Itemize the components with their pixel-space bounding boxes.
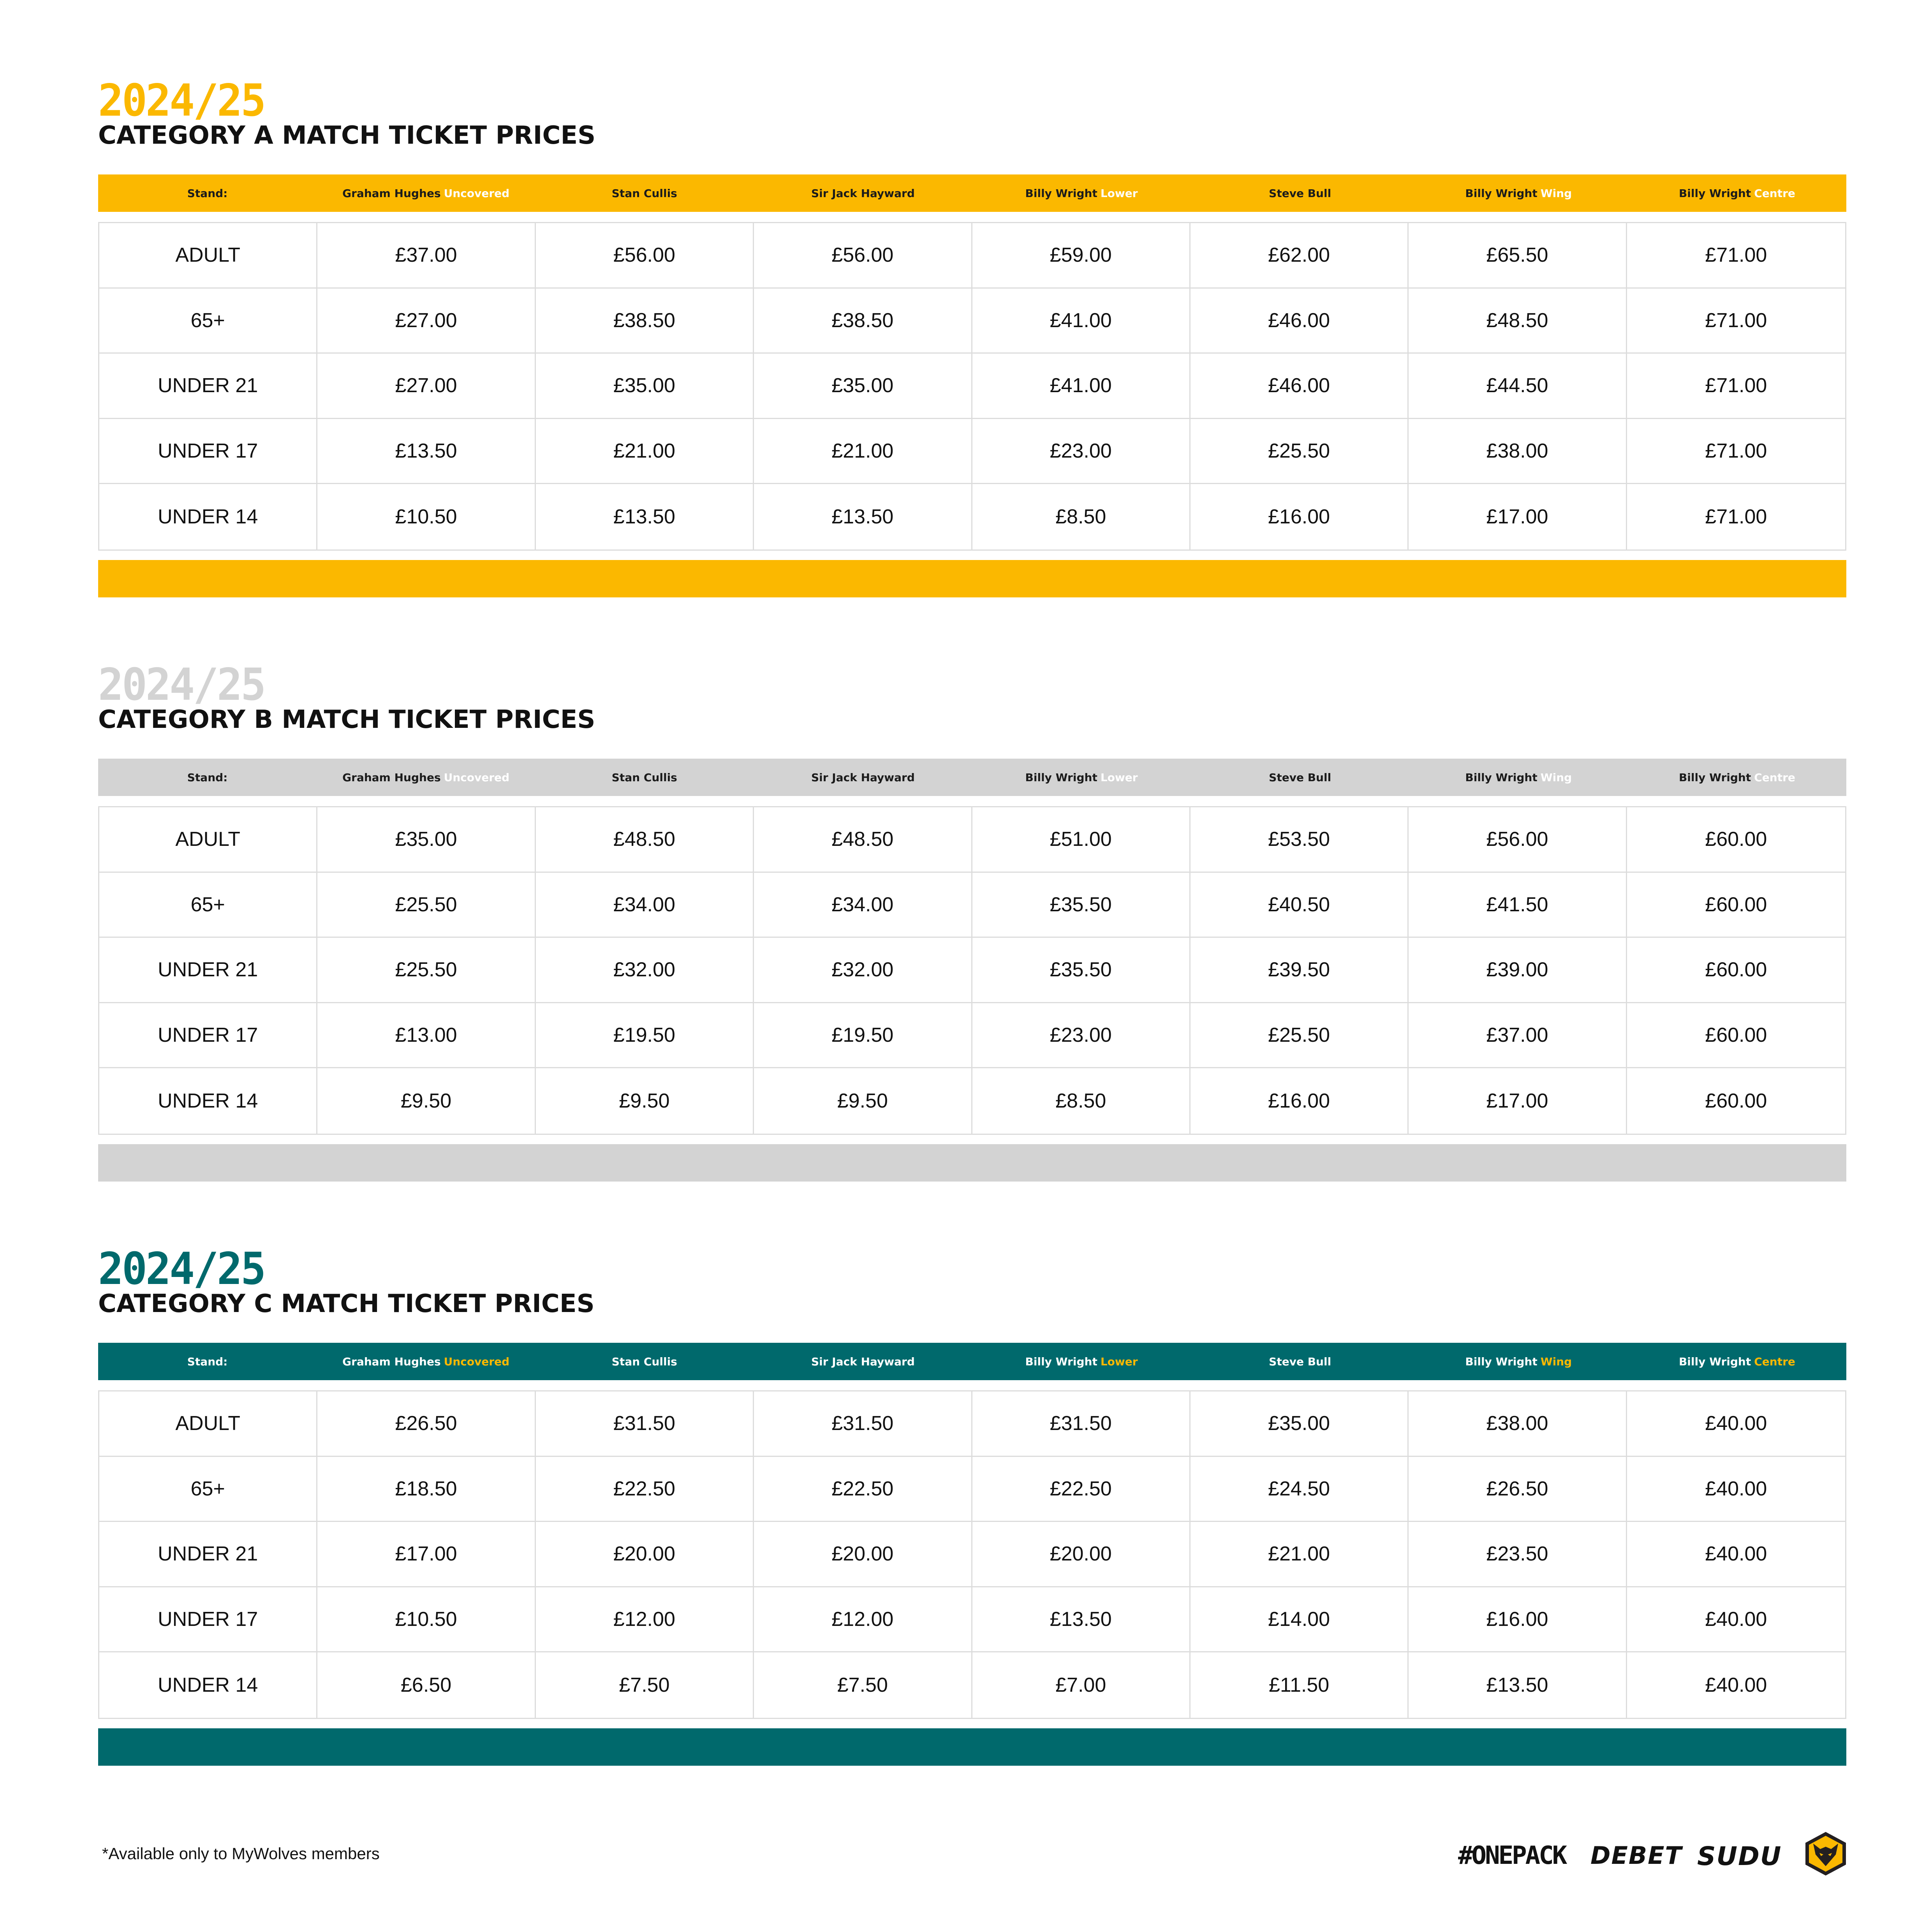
price-cell: £13.00 [317,1003,535,1069]
stand-name: Steve Bull [1269,1355,1331,1368]
stand-header-2 [535,174,754,212]
price-cell: £38.50 [754,289,972,354]
price-cell: £25.50 [317,938,535,1003]
price-cell: £21.00 [536,419,754,484]
age-group-label: 65+ [99,289,317,354]
stand-name: Billy Wright [1678,1355,1751,1368]
stand-header-5 [1191,174,1409,212]
stand-header-7 [1628,174,1846,212]
price-cell: £17.00 [1409,484,1627,549]
age-group-label: UNDER 17 [99,1003,317,1069]
price-cell: £41.00 [972,354,1191,419]
price-cell: £38.50 [536,289,754,354]
category-title: CATEGORY C MATCH TICKET PRICES [98,1289,595,1318]
stand-name: Billy Wright [1465,187,1537,200]
stand-name: Graham Hughes [342,1355,441,1368]
stand-header-bar [98,174,1846,212]
price-cell: £53.50 [1191,807,1409,873]
stand-header-1 [317,174,535,212]
stand-section-label: Lower [1100,1355,1138,1368]
price-cell: £22.50 [972,1457,1191,1522]
price-cell: £40.00 [1627,1391,1845,1457]
stand-name: Steve Bull [1269,771,1331,784]
stand-name: Stand: [187,771,228,784]
age-group-label: UNDER 21 [99,938,317,1003]
stand-header-4 [972,174,1191,212]
stand-header-3 [754,759,972,796]
price-cell: £46.00 [1191,354,1409,419]
stand-header-4 [972,1343,1191,1380]
price-cell: £13.50 [317,419,535,484]
price-cell: £60.00 [1627,1003,1845,1069]
price-cell: £19.50 [536,1003,754,1069]
price-cell: £35.00 [536,354,754,419]
price-cell: £40.00 [1627,1457,1845,1522]
stand-header-bar [98,759,1846,796]
stand-name: Billy Wright [1678,187,1751,200]
price-cell: £13.50 [536,484,754,549]
price-cell: £25.50 [317,873,535,938]
price-cell: £71.00 [1627,419,1845,484]
price-cell: £17.00 [317,1522,535,1587]
price-cell: £37.00 [317,223,535,289]
stand-header-1 [317,759,535,796]
price-cell: £12.00 [754,1587,972,1653]
stand-name: Sir Jack Hayward [811,1355,915,1368]
stand-name: Billy Wright [1025,187,1097,200]
price-cell: £46.00 [1191,289,1409,354]
price-cell: £71.00 [1627,354,1845,419]
price-cell: £20.00 [536,1522,754,1587]
price-cell: £35.00 [754,354,972,419]
price-cell: £7.50 [536,1652,754,1718]
price-table [98,1390,1846,1719]
price-cell: £32.00 [536,938,754,1003]
stand-header-2 [535,1343,754,1380]
stand-header-5 [1191,1343,1409,1380]
age-group-label: UNDER 17 [99,1587,317,1653]
wolves-crest-icon [1802,1830,1849,1877]
price-cell: £19.50 [754,1003,972,1069]
price-cell: £21.00 [1191,1522,1409,1587]
age-group-label: UNDER 14 [99,1652,317,1718]
price-cell: £27.00 [317,289,535,354]
price-table [98,222,1846,551]
onepack-hashtag-logo: #ONEPACK [1458,1841,1566,1870]
stand-section-label: Lower [1100,771,1138,784]
price-cell: £11.50 [1191,1652,1409,1718]
price-cell: £13.50 [754,484,972,549]
price-cell: £31.50 [754,1391,972,1457]
price-cell: £31.50 [536,1391,754,1457]
table-footer-bar [98,1144,1846,1182]
price-cell: £23.00 [972,1003,1191,1069]
price-cell: £26.50 [317,1391,535,1457]
stand-header-4 [972,759,1191,796]
price-cell: £6.50 [317,1652,535,1718]
price-cell: £7.50 [754,1652,972,1718]
stand-name: Graham Hughes [342,187,441,200]
price-cell: £38.00 [1409,1391,1627,1457]
price-cell: £48.50 [1409,289,1627,354]
stand-header-6 [1409,759,1628,796]
price-cell: £8.50 [972,484,1191,549]
age-group-label: ADULT [99,1391,317,1457]
price-cell: £71.00 [1627,289,1845,354]
stand-section-label: Centre [1754,187,1795,200]
stand-name: Stand: [187,187,228,200]
price-cell: £44.50 [1409,354,1627,419]
price-cell: £13.50 [972,1587,1191,1653]
price-cell: £17.00 [1409,1068,1627,1134]
stand-section-label: Wing [1540,771,1572,784]
stand-header-bar [98,1343,1846,1380]
price-cell: £56.00 [1409,807,1627,873]
stand-name: Stan Cullis [611,187,677,200]
season-label: 2024/25 [98,1243,265,1295]
stand-name: Billy Wright [1025,1355,1097,1368]
stand-header-7 [1628,759,1846,796]
price-cell: £16.00 [1409,1587,1627,1653]
price-cell: £10.50 [317,1587,535,1653]
stand-header-0 [98,759,317,796]
category-title: CATEGORY A MATCH TICKET PRICES [98,121,596,150]
price-cell: £39.00 [1409,938,1627,1003]
season-label: 2024/25 [98,75,265,127]
price-cell: £32.00 [754,938,972,1003]
stand-name: Sir Jack Hayward [811,771,915,784]
season-label: 2024/25 [98,659,265,711]
age-group-label: UNDER 14 [99,1068,317,1134]
price-cell: £12.00 [536,1587,754,1653]
price-cell: £60.00 [1627,873,1845,938]
stand-section-label: Uncovered [444,771,510,784]
price-table [98,806,1846,1135]
stand-name: Steve Bull [1269,187,1331,200]
price-cell: £22.50 [754,1457,972,1522]
stand-name: Sir Jack Hayward [811,187,915,200]
category-title: CATEGORY B MATCH TICKET PRICES [98,705,595,734]
price-cell: £24.50 [1191,1457,1409,1522]
stand-name: Stand: [187,1355,228,1368]
stand-header-2 [535,759,754,796]
stand-section-label: Lower [1100,187,1138,200]
price-cell: £9.50 [317,1068,535,1134]
stand-section-label: Uncovered [444,1355,510,1368]
price-cell: £39.50 [1191,938,1409,1003]
price-cell: £41.00 [972,289,1191,354]
price-cell: £23.50 [1409,1522,1627,1587]
stand-name: Stan Cullis [611,1355,677,1368]
price-cell: £35.00 [1191,1391,1409,1457]
price-cell: £13.50 [1409,1652,1627,1718]
price-cell: £16.00 [1191,1068,1409,1134]
stand-section-label: Centre [1754,1355,1795,1368]
price-cell: £40.00 [1627,1587,1845,1653]
price-cell: £59.00 [972,223,1191,289]
stand-name: Billy Wright [1465,1355,1537,1368]
stand-header-5 [1191,759,1409,796]
price-cell: £26.50 [1409,1457,1627,1522]
price-cell: £60.00 [1627,938,1845,1003]
price-cell: £38.00 [1409,419,1627,484]
age-group-label: 65+ [99,873,317,938]
price-cell: £25.50 [1191,419,1409,484]
stand-section-label: Centre [1754,771,1795,784]
stand-name: Billy Wright [1678,771,1751,784]
age-group-label: 65+ [99,1457,317,1522]
price-cell: £34.00 [536,873,754,938]
debet-sponsor-logo: DEBET [1590,1841,1682,1870]
stand-section-label: Wing [1540,1355,1572,1368]
price-cell: £22.50 [536,1457,754,1522]
price-cell: £7.00 [972,1652,1191,1718]
price-cell: £40.00 [1705,1674,1767,1697]
stand-header-0 [98,174,317,212]
table-footer-bar [98,560,1846,597]
price-cell: £25.50 [1191,1003,1409,1069]
price-cell: £71.00 [1627,223,1845,289]
price-cell: £60.00 [1705,1090,1767,1113]
price-cell: £21.00 [754,419,972,484]
price-cell: £40.50 [1191,873,1409,938]
price-cell: £34.00 [754,873,972,938]
age-group-label: UNDER 21 [99,1522,317,1587]
price-cell: £51.00 [972,807,1191,873]
price-cell: £35.00 [317,807,535,873]
price-cell: £40.00 [1627,1522,1845,1587]
price-cell: £35.50 [972,873,1191,938]
price-cell: £27.00 [317,354,535,419]
stand-name: Graham Hughes [342,771,441,784]
price-cell: £48.50 [536,807,754,873]
price-cell: £37.00 [1409,1003,1627,1069]
age-group-label: UNDER 17 [99,419,317,484]
stand-header-3 [754,1343,972,1380]
price-cell: £9.50 [536,1068,754,1134]
sudu-sponsor-logo: SUDU [1697,1841,1782,1871]
price-cell: £62.00 [1191,223,1409,289]
members-footnote: *Available only to MyWolves members [102,1844,380,1863]
age-group-label: UNDER 21 [99,354,317,419]
stand-header-0 [98,1343,317,1380]
price-cell: £8.50 [972,1068,1191,1134]
price-cell: £65.50 [1409,223,1627,289]
price-cell: £16.00 [1191,484,1409,549]
stand-header-1 [317,1343,535,1380]
price-cell: £35.50 [972,938,1191,1003]
price-cell: £9.50 [754,1068,972,1134]
stand-header-7 [1628,1343,1846,1380]
table-footer-bar [98,1728,1846,1766]
price-cell: £10.50 [317,484,535,549]
stand-name: Stan Cullis [611,771,677,784]
stand-header-3 [754,174,972,212]
age-group-label: ADULT [99,807,317,873]
price-cell: £56.00 [754,223,972,289]
age-group-label: UNDER 14 [99,484,317,549]
price-cell: £20.00 [754,1522,972,1587]
price-cell: £60.00 [1627,807,1845,873]
price-cell: £71.00 [1705,505,1767,528]
age-group-label: ADULT [99,223,317,289]
price-cell: £20.00 [972,1522,1191,1587]
price-cell: £18.50 [317,1457,535,1522]
stand-name: Billy Wright [1465,771,1537,784]
price-cell: £56.00 [536,223,754,289]
stand-section-label: Uncovered [444,187,510,200]
stand-header-6 [1409,174,1628,212]
price-cell: £23.00 [972,419,1191,484]
price-cell: £48.50 [754,807,972,873]
price-cell: £41.50 [1409,873,1627,938]
price-cell: £31.50 [972,1391,1191,1457]
stand-name: Billy Wright [1025,771,1097,784]
stand-section-label: Wing [1540,187,1572,200]
stand-header-6 [1409,1343,1628,1380]
price-cell: £14.00 [1191,1587,1409,1653]
